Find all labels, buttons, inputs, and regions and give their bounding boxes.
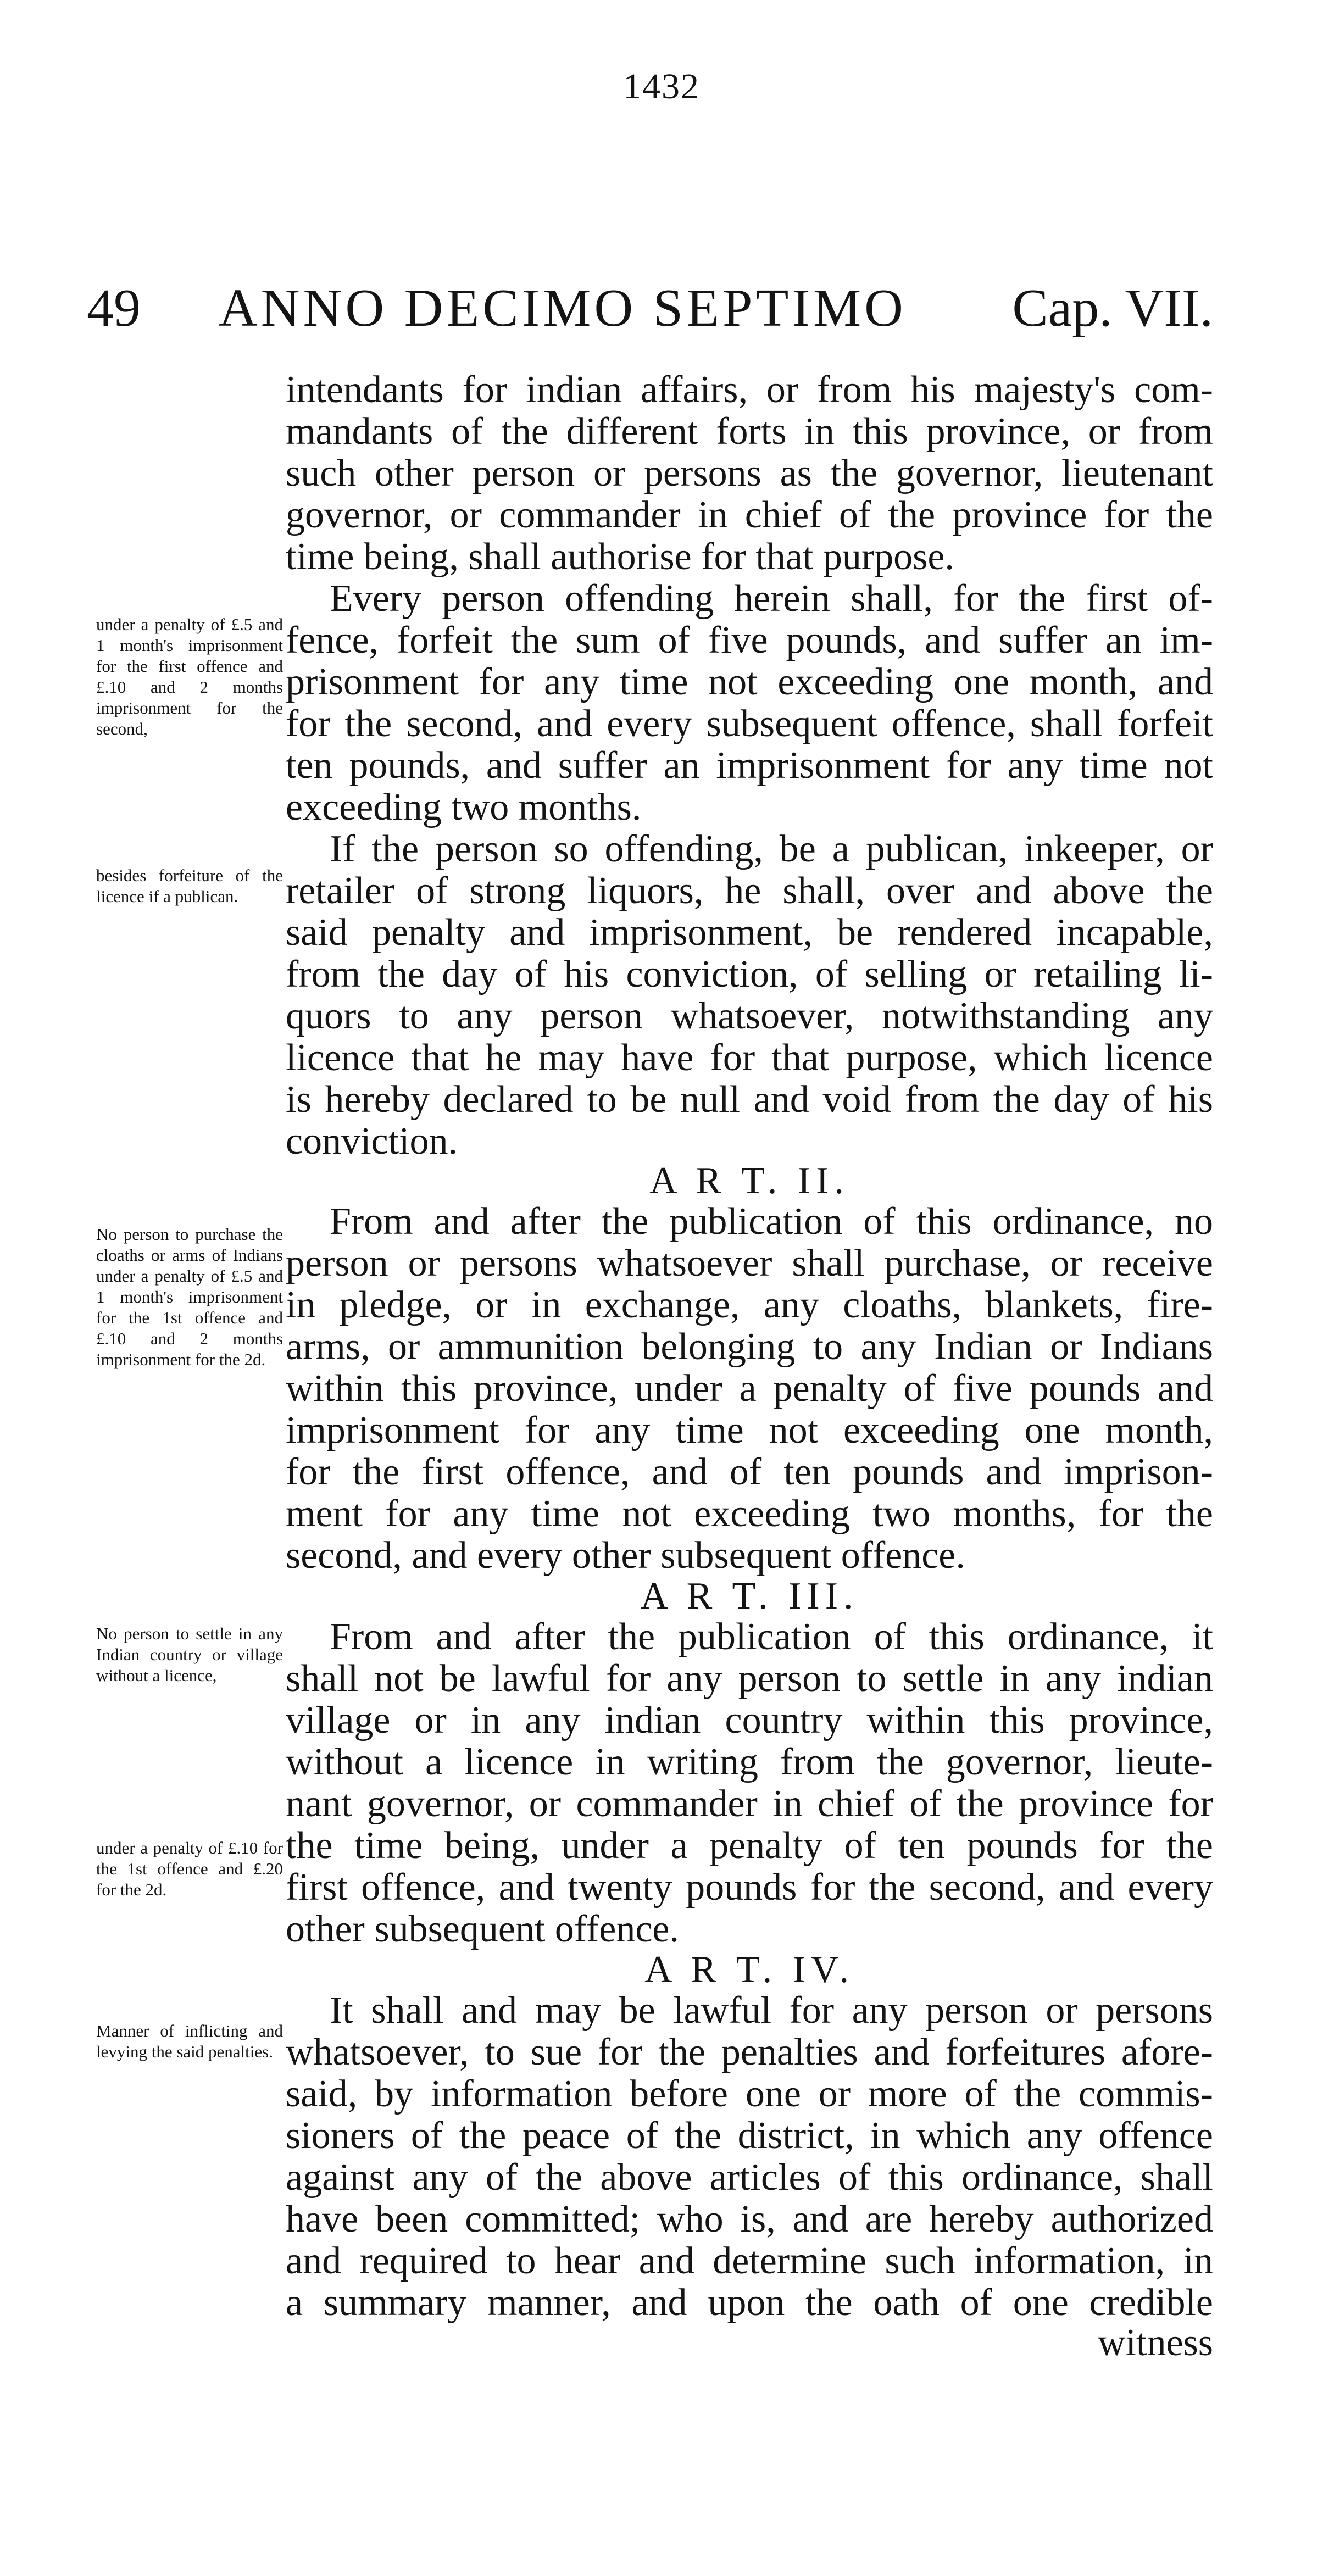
body-line: said penalty and imprisonment, be rendered incapable, — [286, 911, 1213, 954]
body-line: second, and every other subsequent offence. — [286, 1534, 965, 1577]
margin-note-levying-penalties: Manner of inflicting and levying the said penalties. — [96, 2021, 283, 2061]
body-line: ment for any time not exceeding two months, for the — [286, 1493, 1213, 1535]
article-heading: A R T. IV. — [644, 1949, 855, 1991]
running-head — [87, 277, 1213, 343]
body-line: village or in any indian country within this province, — [286, 1699, 1213, 1742]
chapter-label: Cap. VII. — [1012, 279, 1213, 338]
article-heading: A R T. II. — [649, 1160, 849, 1202]
body-line: prisonment for any time not exceeding one month, and — [286, 661, 1213, 703]
body-line: exceeding two months. — [286, 786, 642, 828]
body-line: ten pounds, and suffer an imprisonment for any time not — [286, 744, 1213, 787]
body-line: in pledge, or in exchange, any cloaths, blankets, fire- — [286, 1284, 1213, 1326]
body-line: time being, shall authorise for that purpose. — [286, 536, 954, 578]
body-line: said, by information before one or more of the commis- — [286, 2073, 1213, 2115]
body-line: from the day of his conviction, of selling or retailing li- — [286, 953, 1213, 995]
running-title: ANNO DECIMO SEPTIMO — [219, 279, 907, 338]
margin-note-settlement-licence: No person to settle in any Indian country or village without a licence, — [96, 1624, 283, 1685]
body-line: retailer of strong liquors, he shall, over and above the — [286, 870, 1213, 912]
body-line: within this province, under a penalty of five pounds and — [286, 1367, 1213, 1410]
body-line: the time being, under a penalty of ten pounds for the — [286, 1824, 1213, 1867]
body-line: governor, or commander in chief of the province for the — [286, 494, 1213, 536]
body-line: without a licence in writing from the governor, lieute- — [286, 1741, 1213, 1783]
body-line: person or persons whatsoever shall purchase, or receive — [286, 1242, 1213, 1284]
body-line: is hereby declared to be null and void from the day of his — [286, 1078, 1213, 1121]
body-line: Every person offending herein shall, for the first of- — [330, 577, 1213, 620]
body-line: nant governor, or commander in chief of the province for — [286, 1783, 1213, 1825]
folio-number: 1432 — [623, 66, 700, 107]
body-line: a summary manner, and upon the oath of one credible — [286, 2282, 1213, 2324]
body-line: such other person or persons as the governor, lieutenant — [286, 452, 1213, 494]
body-line: fence, forfeit the sum of five pounds, and suffer an im- — [286, 619, 1213, 661]
body-line: other subsequent offence. — [286, 1908, 679, 1950]
body-line: arms, or ammunition belonging to any Indian or Indians — [286, 1326, 1213, 1368]
page-number: 49 — [87, 279, 141, 338]
margin-note-licence-forfeiture: besides forfeiture of the licence if a publican. — [96, 866, 283, 906]
body-line: first offence, and twenty pounds for the second, and every — [286, 1866, 1213, 1909]
margin-note-settlement-penalty: under a penalty of £.10 for the 1st offence and £.20 for the 2d. — [96, 1838, 283, 1899]
body-line: intendants for indian affairs, or from his majesty's com- — [286, 369, 1213, 411]
body-line: From and after the publication of this ordinance, no — [330, 1200, 1213, 1243]
catchword: witness — [1098, 2322, 1213, 2364]
margin-note-penalty-first-offence: under a penalty of £.5 and 1 month's imprisonment for the first offence and £.10 and 2 months imprisonment for the second, — [96, 615, 283, 738]
body-line: If the person so offending, be a publican, inkeeper, or — [330, 828, 1213, 870]
margin-note-indian-goods: No person to purchase the cloaths or arms of Indians under a penalty of £.5 and 1 month's imprisonment for the 1st offence and £.10 and 2 months imprisonment for the 2d. — [96, 1225, 283, 1369]
body-line: mandants of the different forts in this province, or from — [286, 410, 1213, 453]
body-line: It shall and may be lawful for any person or persons — [330, 1989, 1213, 2032]
body-line: against any of the above articles of this ordinance, shall — [286, 2156, 1213, 2199]
body-line: imprisonment for any time not exceeding one month, — [286, 1409, 1213, 1451]
article-heading: A R T. III. — [640, 1575, 859, 1617]
body-line: licence that he may have for that purpose, which licence — [286, 1037, 1213, 1079]
body-line: sioners of the peace of the district, in which any offence — [286, 2115, 1213, 2157]
body-line: whatsoever, to sue for the penalties and forfeitures afore- — [286, 2031, 1213, 2073]
body-line: and required to hear and determine such information, in — [286, 2240, 1213, 2282]
body-line: have been committed; who is, and are hereby authorized — [286, 2198, 1213, 2240]
body-line: for the first offence, and of ten pounds and imprison- — [286, 1451, 1213, 1493]
body-line: shall not be lawful for any person to settle in any indian — [286, 1657, 1213, 1700]
body-line: quors to any person whatsoever, notwithstanding any — [286, 995, 1213, 1037]
body-line: From and after the publication of this ordinance, it — [330, 1616, 1213, 1658]
body-line: conviction. — [286, 1120, 458, 1162]
body-line: for the second, and every subsequent offence, shall forfeit — [286, 703, 1213, 745]
